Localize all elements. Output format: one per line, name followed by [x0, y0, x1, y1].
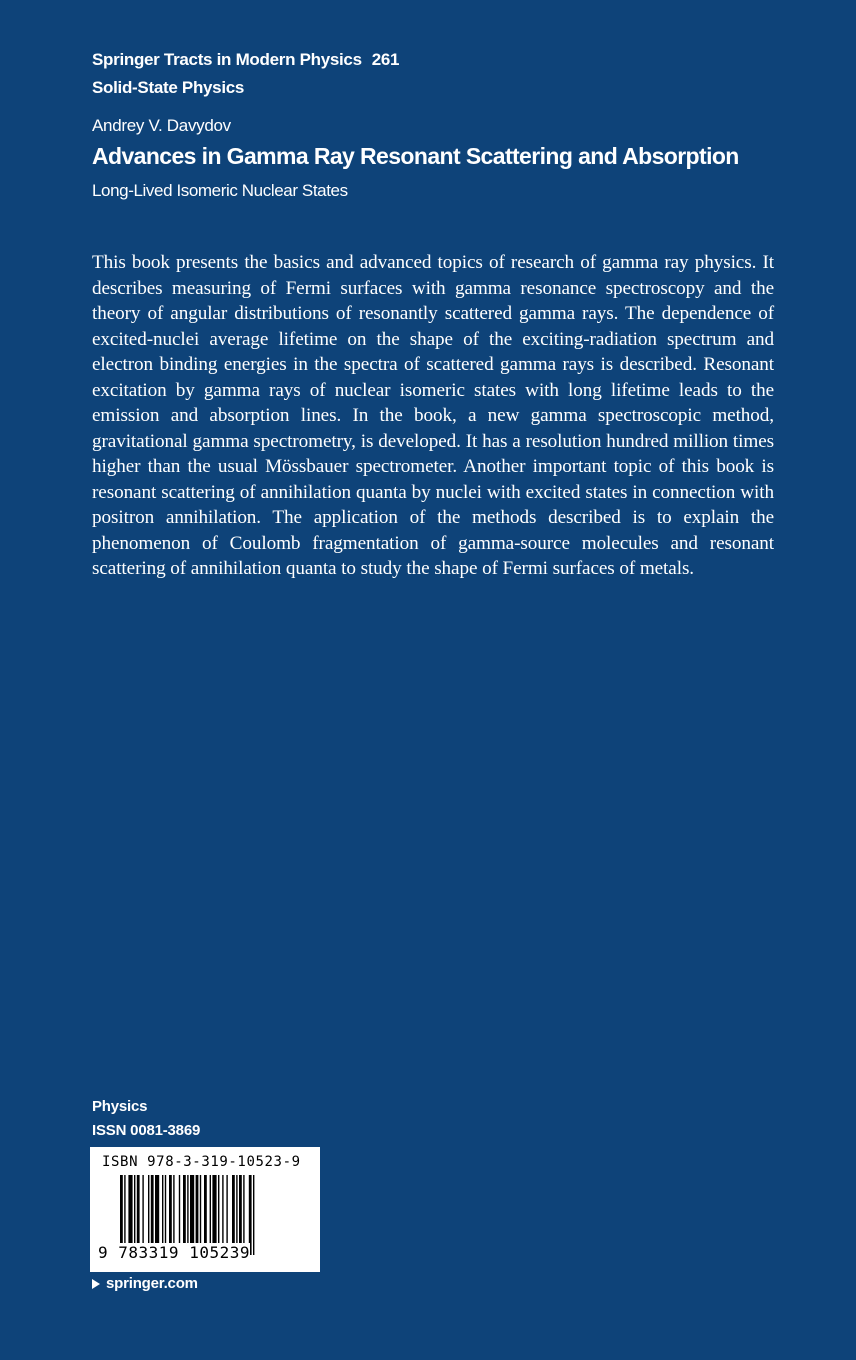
series-name: Springer Tracts in Modern Physics: [92, 50, 362, 69]
catalog-info: [92, 1095, 200, 1143]
series-line: [92, 46, 399, 74]
book-subtitle: Long-Lived Isomeric Nuclear States: [92, 181, 348, 200]
website-link[interactable]: [92, 1275, 198, 1292]
barcode-bar: [253, 1175, 254, 1255]
book-title: Advances in Gamma Ray Resonant Scattering and Absorption: [92, 143, 739, 169]
series-header: [92, 46, 399, 102]
issn-label: ISSN 0081-3869: [92, 1122, 201, 1139]
isbn-label: ISBN 978-3-319-10523-9: [102, 1154, 301, 1170]
subject-label: Physics: [92, 1098, 148, 1115]
barcode-digits-text: 9 783319 105239: [98, 1243, 250, 1262]
isbn-barcode: [90, 1147, 320, 1272]
series-number: 261: [371, 50, 400, 69]
book-author: Andrey V. Davydov: [92, 116, 231, 135]
subseries-name: Solid-State Physics: [92, 78, 245, 97]
website-label: springer.com: [106, 1275, 198, 1292]
barcode-digits: [98, 1243, 250, 1262]
book-description: This book presents the basics and advanced topics of research of gamma ray physics. It describes measuring of Fermi surfaces with gamma resonance spectroscopy and the theory of angular distributions of resonantly scattered gamma rays. The dependence of excited-nuclei average lifetime on the shape of the exciting-radiation spectrum and electron binding energies in the spectra of scattered gamma rays is described. Resonant excitation by gamma rays of nuclear isomeric states with long lifetime leads to the emission and absorption lines. In the book, a new gamma spectroscopic method, gravitational gamma spectrometry, is developed. It has a resolution hundred million times higher than the usual Mössbauer spectrometer. Another important topic of this book is resonant scattering of annihilation quanta by nuclei with excited states in connection with positron annihilation. The application of the methods described is to explain the phenomenon of Coulomb fragmentation of gamma-source molecules and resonant scattering of annihilation quanta to study the shape of Fermi surfaces of metals.: [92, 252, 774, 579]
arrow-right-icon: [92, 1279, 100, 1289]
